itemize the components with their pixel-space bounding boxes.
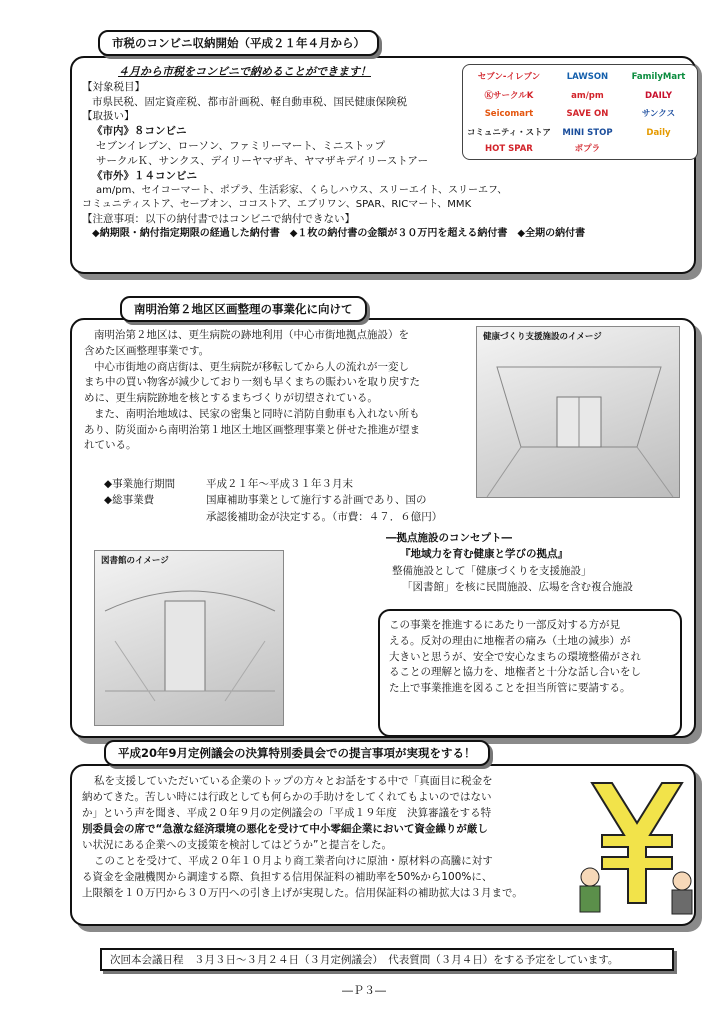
logo-poplar: ポプラ xyxy=(574,143,601,154)
s3-l3: か」という声を聞き、平成２０年９月の定例議会の「平成１９年度 決算審議をする特 xyxy=(82,806,492,819)
page-number: ―Ｐ３― xyxy=(342,984,386,997)
logo-daily: Daily xyxy=(646,127,671,138)
s2-p3-3: れている。 xyxy=(84,439,137,452)
period-value: 平成２１年～平成３１年３月末 xyxy=(206,478,353,490)
concept-title: ―拠点施設のコンセプト― xyxy=(386,532,512,544)
image2-caption: 図書館のイメージ xyxy=(101,556,169,566)
logo-sunkus: サンクス xyxy=(641,109,676,120)
callout-1: この事業を推進するにあたり一部反対する方が見 xyxy=(389,619,620,631)
handling-label: 【取扱い】 xyxy=(82,110,135,123)
s3-l1: 私を支援していただいている企業のトップの方々とお話をする中で「真面目に税金を xyxy=(94,775,493,787)
s2-p1-2: 含めた区画整理事業です。 xyxy=(84,344,210,357)
image1-caption: 健康づくり支援施設のイメージ xyxy=(483,332,602,342)
section2-body xyxy=(84,328,474,454)
period-label: ◆事業施行期間 xyxy=(104,478,176,490)
callout-2: える。反対の理由に地権者の痛み（土地の減歩）が xyxy=(389,634,631,647)
logo-daily-yamazaki: DAILY xyxy=(644,90,672,101)
project-details xyxy=(104,476,484,525)
section2-title: 南明治第２地区区画整理の事業化に向けて xyxy=(120,296,367,322)
target-taxes: 市県民税、固定資産税、都市計画税、軽自動車税、国民健康保険税 xyxy=(92,95,407,108)
city-stores-2: サークルＫ、サンクス、デイリーヤマザキ、ヤマザキデイリーストアー xyxy=(96,155,429,168)
logo-ampm: am/pm xyxy=(571,90,604,101)
s2-p3-2: あり、防災面から南明治第１地区土地区画整理事業と併せた推進が望ま xyxy=(84,423,420,436)
section1-title: 市税のコンビニ収納開始（平成２１年４月から） xyxy=(98,30,379,56)
notes-label: 【注意事項：以下の納付書ではコンビニで納付できない】 xyxy=(82,213,355,226)
concept-block xyxy=(386,530,686,595)
logo-seicomart: Seicomart xyxy=(484,109,534,120)
opposition-callout xyxy=(378,609,682,737)
facility-2: 「図書館」を核に民間施設、広場を含む複合施設 xyxy=(402,580,633,593)
logo-community-store: コミュニティ・ストア xyxy=(467,127,551,138)
concept-name: 『地域力を育む健康と学びの拠点』 xyxy=(400,548,568,561)
s2-p2-3: めに、更生病院跡地を核とするまちづくりが切望されている。 xyxy=(84,392,378,404)
logo-circle-k: ⓀサークルK xyxy=(484,90,534,101)
health-facility-illustration xyxy=(476,326,680,498)
s3-l4: 別委員会の席で“急激な経済環境の悪化を受けて中小零細企業において資金繰りが厳し xyxy=(82,822,488,835)
logo-familymart: FamilyMart xyxy=(631,72,686,83)
cost-value-2: 承認後補助金が決定する。（市費：４７．６億円） xyxy=(206,510,443,523)
s2-p2-2: まち中の買い物客が減少しており一刻も早くまちの賑わいを取り戻すた xyxy=(84,376,420,389)
logo-saveon: SAVE ON xyxy=(566,109,609,120)
yen-workers-illustration xyxy=(572,773,702,917)
s3-l6: このことを受けて、平成２０年１０月より商工業者向けに原油・原材料の高騰に対す xyxy=(94,854,493,867)
outside-stores-1: am/pm、セイコーマート、ポプラ、生活彩家、くらしハウス、スリーエイト、スリーエフ、 xyxy=(96,184,508,196)
logo-ministop: MINI STOP xyxy=(562,127,613,138)
callout-3: 大きいと思うが、安全で安心なまちの環境整備がされ xyxy=(389,650,641,663)
next-session-notice: 次回本会議日程 ３月３日～３月２４日（３月定例議会） 代表質問（３月４日）をする予定をしています。 xyxy=(100,948,674,971)
section3-body xyxy=(82,774,582,902)
library-drawing xyxy=(95,551,285,727)
city-stores-1: セブンイレブン、ローソン、ファミリーマート、ミニストップ xyxy=(96,140,386,153)
section1-headline: ４月から市税をコンビニで納めることができます！ xyxy=(118,65,371,78)
callout-5: た上で事業推進を図ることを担当所管に要請する。 xyxy=(389,682,631,694)
logo-seven-eleven: セブン-イレブン xyxy=(477,72,541,83)
cost-label: ◆総事業費 xyxy=(104,494,155,507)
notes: ◆納期限・納付指定期限の経過した納付書 ◆１枚の納付書の金額が３０万円を超える納付書 ◆全期の納付書 xyxy=(92,228,586,240)
s2-p2-1: 中心市街地の商店街は、更生病院が移転してから人の流れが一変し xyxy=(94,360,409,373)
city-label: 《市内》８コンビニ xyxy=(92,125,187,138)
s3-l8: 上限額を１０万円から３０万円への引き上げが実現した。信用保証料の補助拡大は３月まで。 xyxy=(82,886,523,899)
s3-l2: 納めてきた。苦しい時には行政としても何らかの手助けをしてくれてもよいのではない xyxy=(82,790,492,803)
library-illustration xyxy=(94,550,284,726)
atrium-drawing xyxy=(477,327,681,499)
s3-l5: い状況にある企業への支援策を検討してはどうか”と提言をした。 xyxy=(82,838,392,851)
outside-stores-2: コミュニティストア、セーブオン、ココストア、エブリワン、SPAR、RICマート、MMK xyxy=(82,199,472,211)
s3-l7: る資金を金融機関から調達する際、負担する信用保証料の補助率を50%から100%に、 xyxy=(82,870,493,883)
cost-value-1: 国庫補助事業として施行する計画であり、国の xyxy=(206,494,427,507)
s2-p1-1: 南明治第２地区は、更生病院の跡地利用（中心市街地拠点施設）を xyxy=(94,329,409,341)
s2-p3-1: また、南明治地域は、民家の密集と同時に消防自動車も入れない所も xyxy=(94,407,420,420)
facility-1: 整備施設として「健康づくりを支援施設」 xyxy=(392,564,592,577)
callout-4: ることの理解と協力を、地権者と十分な話し合いをし xyxy=(389,666,641,679)
outside-label: 《市外》１４コンビニ xyxy=(92,170,197,183)
logo-hot-spar: HOT SPAR xyxy=(485,143,533,154)
convenience-store-logos xyxy=(462,64,698,160)
target-label: 【対象税目】 xyxy=(82,80,145,93)
section3-title: 平成20年9月定例議会の決算特別委員会での提言事項が実現をする！ xyxy=(104,740,490,766)
logo-lawson: LAWSON xyxy=(566,72,609,83)
